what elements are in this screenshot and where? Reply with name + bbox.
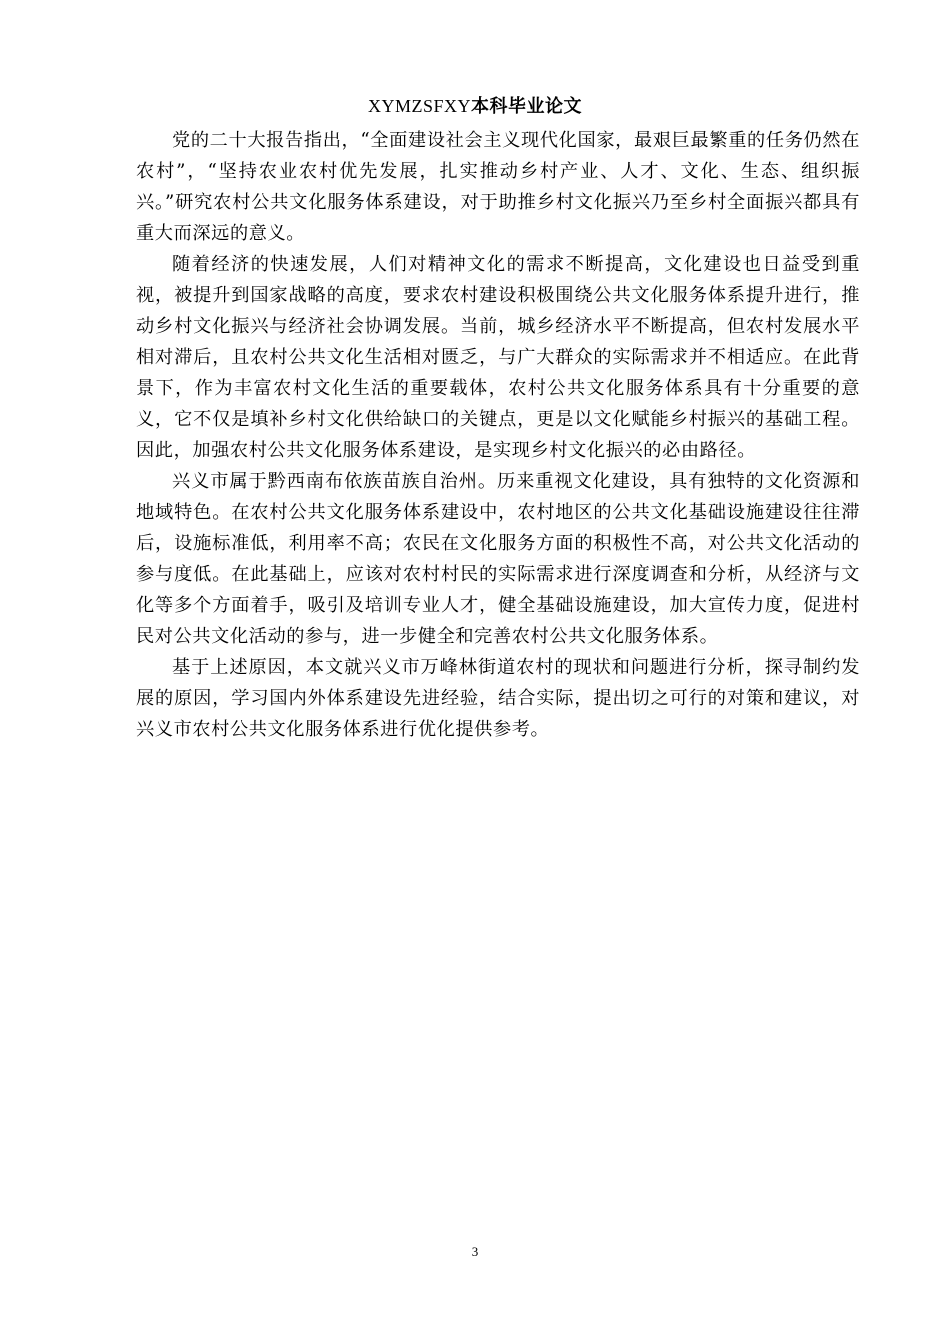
paragraph: 党的二十大报告指出，“全面建设社会主义现代化国家，最艰巨最繁重的任务仍然在农村”，“坚持农业农村优先发展，扎实推动乡村产业、人才、文化、生态、组织振兴。”研究农村公共文化服务体系建设，对于助推乡村文化振兴乃至乡村全面振兴都具有重大而深远的意义。 [136,130,860,244]
paragraph: 基于上述原因，本文就兴义市万峰林街道农村的现状和问题进行分析，探寻制约发展的原因，学习国内外体系建设先进经验，结合实际，提出切之可行的对策和建议，对兴义市农村公共文化服务体系进行优化提供参考。 [136,657,860,740]
header-code: XYMZSFXY [367,96,472,116]
body-text [136,125,860,745]
header-title: 本科毕业论文 [471,96,583,117]
paragraph: 兴义市属于黔西南布依族苗族自治州。历来重视文化建设，具有独特的文化资源和地域特色。在农村公共文化服务体系建设中，农村地区的公共文化基础设施建设往往滞后，设施标准低，利用率不高；农民在文化服务方面的积极性不高，对公共文化活动的参与度低。在此基础上，应该对农村村民的实际需求进行深度调查和分析，从经济与文化等多个方面着手，吸引及培训专业人才，健全基础设施建设，加大宣传力度，促进村民对公共文化活动的参与，进一步健全和完善农村公共文化服务体系。 [136,471,860,647]
paragraph: 随着经济的快速发展，人们对精神文化的需求不断提高，文化建设也日益受到重视，被提升到国家战略的高度，要求农村建设积极围绕公共文化服务体系提升进行，推动乡村文化振兴与经济社会协调发展。当前，城乡经济水平不断提高，但农村发展水平相对滞后，且农村公共文化生活相对匮乏，与广大群众的实际需求并不相适应。在此背景下，作为丰富农村文化生活的重要载体，农村公共文化服务体系具有十分重要的意义，它不仅是填补乡村文化供给缺口的关键点，更是以文化赋能乡村振兴的基础工程。因此，加强农村公共文化服务体系建设，是实现乡村文化振兴的必由路径。 [136,254,860,461]
running-header [0,93,950,120]
page-number: 3 [471,1244,479,1259]
